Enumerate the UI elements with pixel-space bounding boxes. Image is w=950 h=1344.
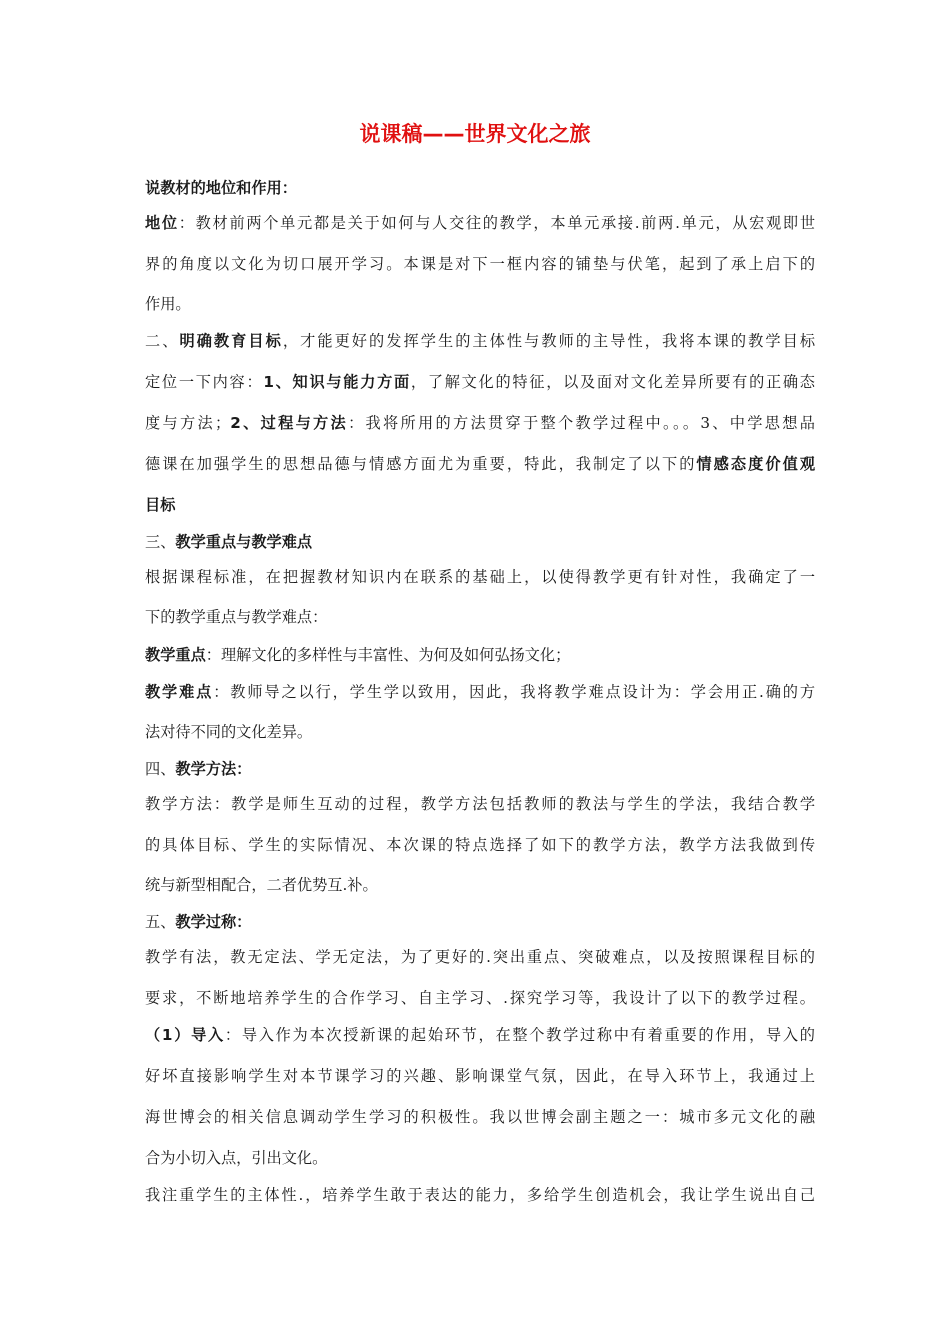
paragraph-line: 统与新型相配合，二者优势互.补。 <box>145 876 378 894</box>
paragraph-line: （1）导入：导入作为本次授新课的起始环节，在整个教学过称中有着重要的作用，导入的 <box>145 1026 815 1044</box>
paragraph-line: 要求，不断地培养学生的合作学习、自主学习、.探究学习等，我设计了以下的教学过程。 <box>145 989 815 1007</box>
section-heading-methods: 四、教学方法： <box>145 760 252 778</box>
goal-label: 明确教育目标 <box>179 332 283 350</box>
paragraph-line: 教学重点：理解文化的多样性与丰富性、为何及如何弘扬文化； <box>145 646 571 664</box>
paragraph-line: 我注重学生的主体性.，培养学生敢于表达的能力，多给学生创造机会，我让学生说出自己 <box>145 1186 815 1204</box>
paragraph-line: 教学方法：教学是师生互动的过程，教学方法包括教师的教法与学生的学法，我结合教学 <box>145 795 815 813</box>
section-heading-process: 五、教学过称： <box>145 913 252 931</box>
difficulty-label: 教学难点 <box>145 683 214 701</box>
paragraph-line: 定位一下内容：1、知识与能力方面，了解文化的特征，以及面对文化差异所要有的正确态 <box>145 373 815 391</box>
paragraph-line: 下的教学重点与教学难点： <box>145 608 328 626</box>
paragraph-line: 二、明确教育目标，才能更好的发挥学生的主体性与教师的主导性，我将本课的教学目标 <box>145 332 816 350</box>
paragraph-line: 的具体目标、学生的实际情况、本次课的特点选择了如下的教学方法，教学方法我做到传 <box>145 836 815 854</box>
paragraph-line: 海世博会的相关信息调动学生学习的积极性。我以世博会副主题之一：城市多元文化的融 <box>145 1108 815 1126</box>
paragraph-line: 合为小切入点，引出文化。 <box>145 1149 328 1167</box>
paragraph-line: 好坏直接影响学生对本节课学习的兴趣、影响课堂气氛，因此，在导入环节上，我通过上 <box>145 1067 815 1085</box>
section-heading-textbook: 说教材的地位和作用： <box>145 179 297 197</box>
values-label: 情感态度价值观 <box>696 455 816 473</box>
paragraph-line: 德课在加强学生的思想品德与情感方面尤为重要，特此，我制定了以下的情感态度价值观 <box>145 455 816 473</box>
paragraph-line: 界的角度以文化为切口展开学习。本课是对下一框内容的铺垫与伏笔，起到了承上启下的 <box>145 255 815 273</box>
knowledge-label: 1、知识与能力方面 <box>263 373 411 391</box>
key-point-label: 教学重点 <box>145 646 206 664</box>
paragraph-line: 根据课程标准，在把握教材知识内在联系的基础上，以使得教学更有针对性，我确定了一 <box>145 568 815 586</box>
position-label: 地位 <box>145 214 179 232</box>
intro-label: （1）导入 <box>145 1026 225 1044</box>
section-heading-key-points: 三、教学重点与教学难点 <box>145 533 313 551</box>
paragraph-line: 作用。 <box>145 295 191 313</box>
paragraph-line: 教学难点：教师导之以行，学生学以致用，因此，我将教学难点设计为：学会用正.确的方 <box>145 683 816 701</box>
page-title: 说课稿——世界文化之旅 <box>359 122 591 146</box>
paragraph-line: 法对待不同的文化差异。 <box>145 723 313 741</box>
paragraph-line: 教学有法，教无定法、学无定法，为了更好的.突出重点、突破难点，以及按照课程目标的 <box>145 948 815 966</box>
paragraph-line: 目标 <box>145 496 176 514</box>
paragraph-line: 地位：教材前两个单元都是关于如何与人交往的教学，本单元承接.前两.单元，从宏观即世 <box>145 214 816 232</box>
process-label: 2、过程与方法 <box>230 414 349 432</box>
paragraph-line: 度与方法；2、过程与方法：我将所用的方法贯穿于整个教学过程中。。。3、中学思想品 <box>145 414 815 432</box>
